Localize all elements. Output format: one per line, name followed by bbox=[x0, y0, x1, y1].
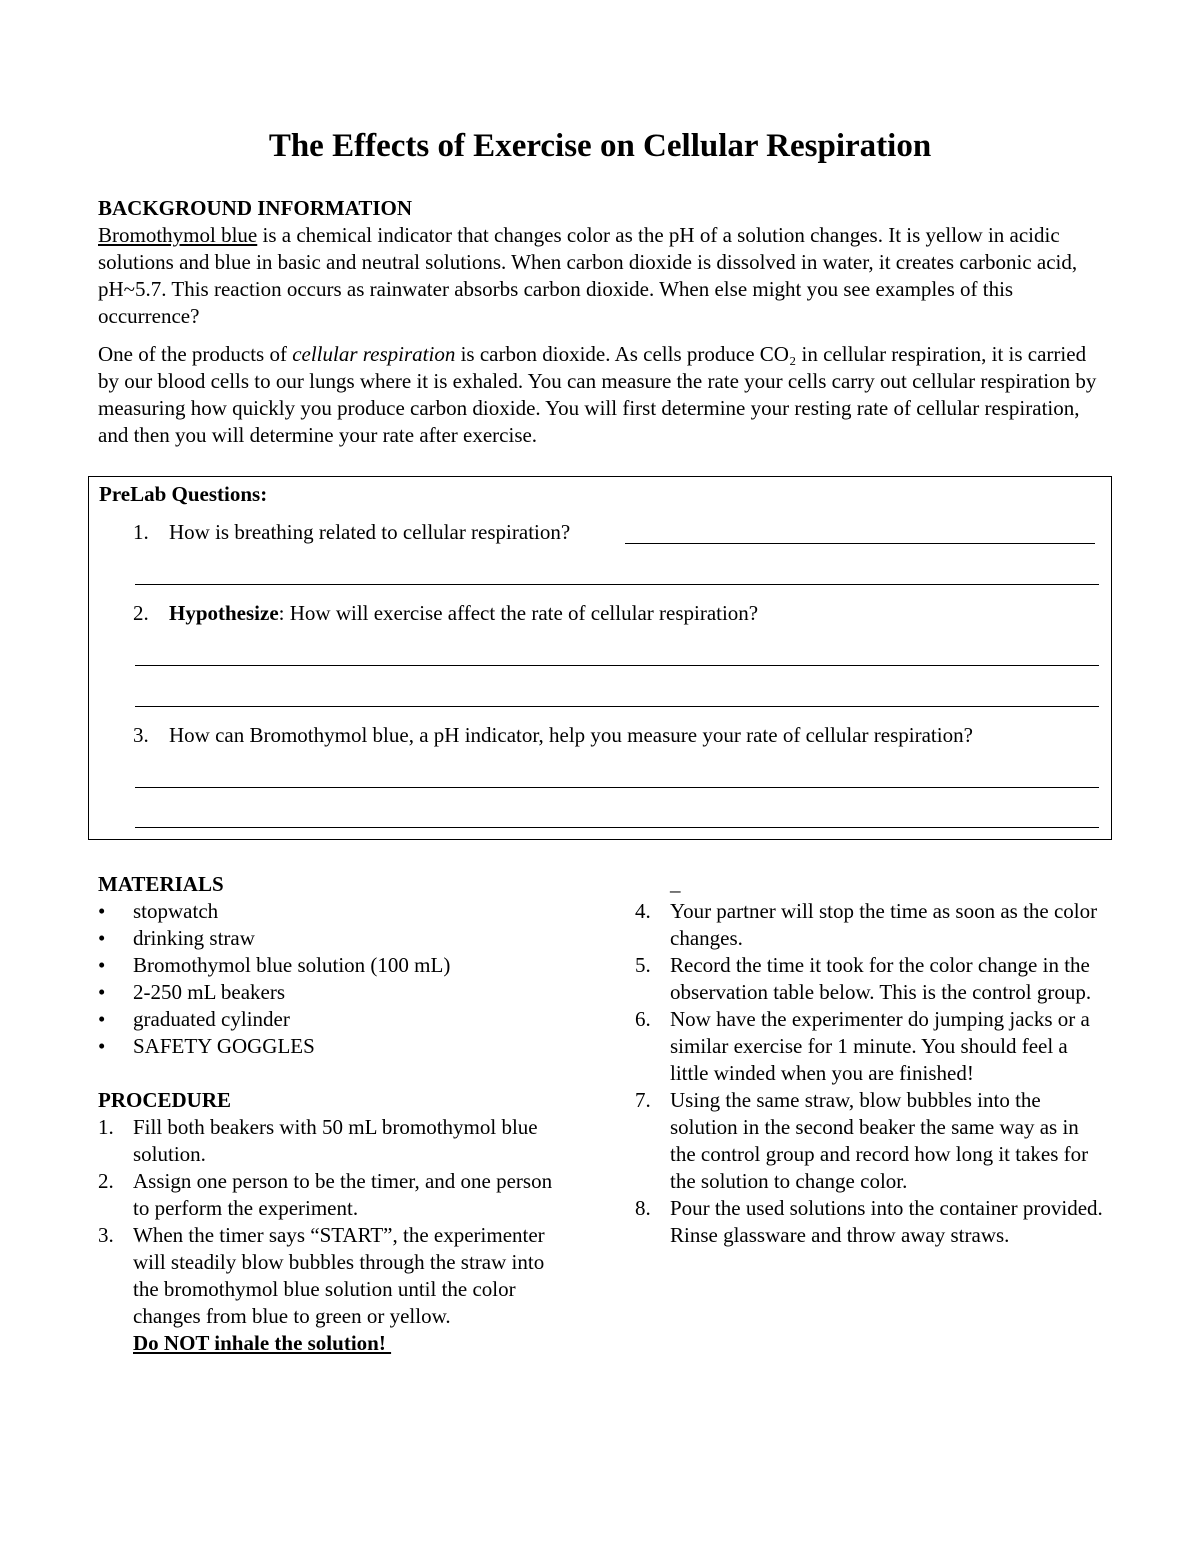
step-number: 1. bbox=[98, 1115, 114, 1139]
question-number: 3. bbox=[133, 723, 149, 747]
question-text: : How will exercise affect the rate of cellular respiration? bbox=[278, 601, 759, 625]
answer-line[interactable] bbox=[135, 665, 1099, 666]
step-text: Record the time it took for the color change in the observation table below. This is the control group. bbox=[670, 953, 1092, 1004]
material-label: graduated cylinder bbox=[133, 1007, 290, 1031]
paragraph-2-text: is carbon dioxide. As cells produce CO₂ in cellular respiration, it is carried by our blood cells to our lungs where it is exhaled. You can measure the rate your cells carry out cellular respiration by measuring how quickly you produce carbon dioxide. You will first determine your resting rate of cellular respiration, and then you will determine your rate after exercise. bbox=[98, 342, 1097, 447]
material-label: drinking straw bbox=[133, 926, 255, 950]
step-text: Pour the used solutions into the container provided. Rinse glassware and throw away straws. bbox=[670, 1196, 1103, 1247]
prelab-question-2 bbox=[133, 600, 758, 627]
background-paragraph-2 bbox=[98, 341, 1108, 449]
step-text: Now have the experimenter do jumping jacks or a similar exercise for 1 minute. You should feel a little winded when you are finished! bbox=[670, 1007, 1090, 1085]
step-text: Using the same straw, blow bubbles into the solution in the second beaker the same way as in the control group and record how long it takes for the solution to change color. bbox=[670, 1088, 1089, 1193]
question-text: How is breathing related to cellular respiration? bbox=[169, 520, 571, 544]
hypothesize-label: Hypothesize bbox=[169, 601, 279, 625]
question-number: 1. bbox=[133, 520, 149, 544]
bullet-icon: • bbox=[98, 980, 106, 1004]
prelab-question-1 bbox=[133, 519, 570, 546]
answer-line[interactable] bbox=[135, 827, 1099, 828]
list-item bbox=[98, 1033, 568, 1060]
cellular-respiration-term: cellular respiration bbox=[292, 342, 456, 366]
answer-line[interactable] bbox=[135, 584, 1099, 585]
safety-warning: Do NOT inhale the solution! bbox=[133, 1331, 392, 1355]
background-section bbox=[98, 195, 1108, 449]
step-text: Your partner will stop the time as soon as the color changes. bbox=[670, 899, 1098, 950]
answer-line[interactable] bbox=[625, 543, 1095, 544]
step-number: 3. bbox=[98, 1223, 114, 1247]
answer-line[interactable] bbox=[135, 706, 1099, 707]
list-item bbox=[98, 1006, 568, 1033]
procedure-step bbox=[635, 1195, 1105, 1249]
procedure-list-right bbox=[635, 898, 1105, 1249]
list-item bbox=[98, 979, 568, 1006]
prelab-title: PreLab Questions: bbox=[99, 482, 268, 506]
bullet-icon: • bbox=[98, 899, 106, 923]
procedure-step bbox=[635, 1087, 1105, 1195]
bullet-icon: • bbox=[98, 953, 106, 977]
step-text: Fill both beakers with 50 mL bromothymol blue solution. bbox=[133, 1115, 538, 1166]
background-heading: BACKGROUND INFORMATION bbox=[98, 196, 413, 220]
answer-line[interactable] bbox=[135, 787, 1099, 788]
procedure-heading: PROCEDURE bbox=[98, 1088, 232, 1112]
bullet-icon: • bbox=[98, 1034, 106, 1058]
list-item bbox=[98, 925, 568, 952]
prelab-questions-box bbox=[88, 476, 1112, 840]
right-column bbox=[635, 898, 1105, 1249]
question-text: How can Bromothymol blue, a pH indicator, help you measure your rate of cellular respiration? bbox=[169, 723, 973, 747]
paragraph-1-text: is a chemical indicator that changes color as the pH of a solution changes. It is yellow in acidic solutions and blue in basic and neutral solutions. When carbon dioxide is dissolved in water, it creates carbonic acid, pH~5.7. This reaction occurs as rainwater absorbs carbon dioxide. When else might you see examples of this occurrence? bbox=[98, 223, 1078, 328]
procedure-step bbox=[635, 952, 1105, 1006]
bromothymol-term: Bromothymol blue bbox=[98, 223, 258, 247]
material-label: Bromothymol blue solution (100 mL) bbox=[133, 953, 451, 977]
procedure-step bbox=[98, 1114, 568, 1168]
step-number: 2. bbox=[98, 1169, 114, 1193]
left-column bbox=[98, 871, 568, 1357]
step-text: When the timer says “START”, the experimenter will steadily blow bubbles through the straw into the bromothymol blue solution until the color changes from blue to green or yellow. bbox=[133, 1223, 545, 1328]
material-label: stopwatch bbox=[133, 899, 219, 923]
background-paragraph-1 bbox=[98, 222, 1108, 330]
procedure-step bbox=[635, 1006, 1105, 1087]
materials-heading: MATERIALS bbox=[98, 872, 224, 896]
page-title: The Effects of Exercise on Cellular Respiration bbox=[268, 128, 932, 164]
step-number: 5. bbox=[635, 953, 651, 977]
stray-mark: _ bbox=[670, 871, 681, 895]
list-item bbox=[98, 952, 568, 979]
procedure-step bbox=[98, 1168, 568, 1222]
step-text: Assign one person to be the timer, and one person to perform the experiment. bbox=[133, 1169, 553, 1220]
question-number: 2. bbox=[133, 601, 149, 625]
step-number: 7. bbox=[635, 1088, 651, 1112]
material-label: 2-250 mL beakers bbox=[133, 980, 286, 1004]
procedure-step bbox=[635, 898, 1105, 952]
step-number: 6. bbox=[635, 1007, 651, 1031]
prelab-question-3 bbox=[133, 722, 973, 749]
step-number: 8. bbox=[635, 1196, 651, 1220]
procedure-list-left bbox=[98, 1114, 568, 1330]
bullet-icon: • bbox=[98, 1007, 106, 1031]
step-number: 4. bbox=[635, 899, 651, 923]
list-item bbox=[98, 898, 568, 925]
procedure-step bbox=[98, 1222, 568, 1330]
materials-list bbox=[98, 898, 568, 1060]
material-label: SAFETY GOGGLES bbox=[133, 1034, 315, 1058]
bullet-icon: • bbox=[98, 926, 106, 950]
paragraph-2-lead: One of the products of bbox=[98, 342, 293, 366]
